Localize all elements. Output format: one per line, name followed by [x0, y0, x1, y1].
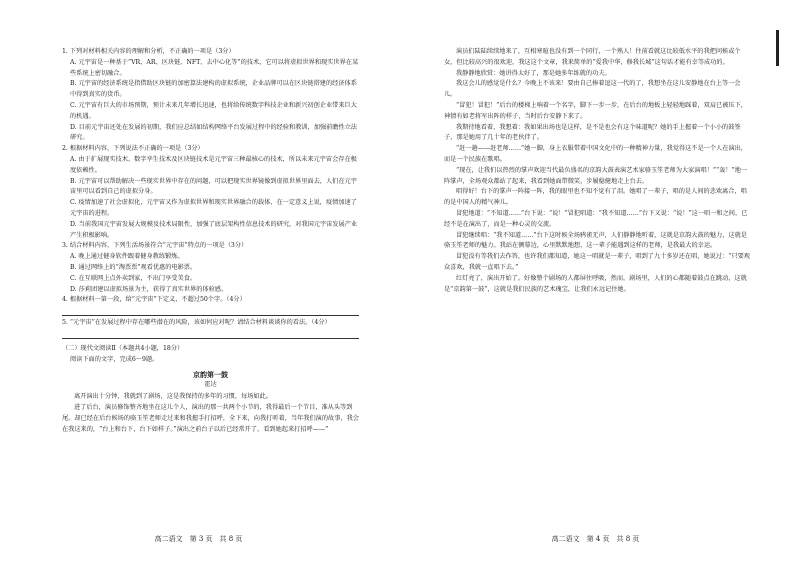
left-page-content [0, 47, 397, 435]
page-footer-left: 高二语文 第 3 页 共 8 页 [154, 535, 243, 543]
question-2-option-c: C. 疫情加速了社会虚拟化，元宇宙又作为虚拟世界和现实世界融合的载体，在一定意义上说，疫情加速了元宇宙的进程。 [70, 199, 357, 217]
article-paragraph: 进了后台，演员修饰整齐地坐在这儿个人，演出的那一共两个小节的，我得最后一个节目，准从头等到尾。却已经在后台候场的骆玉笙老师走过来和我握手打招呼，全下来，向我打听着，当年我们演的故事，我会在我这来的，“台上和台下，台下如样子。”演出之前台子以后已经常开了，看到她起来打招呼——” [62, 403, 359, 433]
right-page-content [397, 47, 794, 295]
section-2-header: （二）现代文阅读Ⅱ（本题共4小题，18分） [62, 344, 184, 352]
article-title: 京韵第一鼓 [193, 369, 228, 379]
question-2-option-a: A. 由于扩展现实技术、数字孪生技术及区块链技术是元宇宙三种最核心的技术，所以未来元宇宙会存在极度依赖性。 [70, 155, 357, 174]
question-3-option-a: A. 晚上通过健身软件跟着健身教练锻炼。 [70, 253, 184, 261]
question-2-option-b: B. 元宇宙可以帮助解决一些现实世界中存在的问题，可以把现实世界镜像到虚拟世界里面去，人们在元宇宙里可以看到自己的虚拟分身。 [70, 177, 357, 196]
question-3-stem: 3. 结合材料内容，下列生活场景符合“元宇宙”特点的一项是（3分） [62, 242, 248, 250]
article-paragraph: “现在，让我们以热烈的掌声欢迎当代最负盛名的京韵大鼓表演艺术家骆玉笙老师为大家演唱！”“轰！”地一阵掌声，全场观众都站了起来，我看到她面带微笑，步履稳健地走上台去。 [444, 166, 748, 185]
question-1-option-b: B. 元宇宙的经济系统是指借助区块链的加密算法建构的虚拟系统，企业品牌可以在区块链搭建的经济体系中得到真实的货币。 [70, 80, 357, 99]
question-4-answer-line[interactable] [62, 306, 359, 316]
article-paragraph: 离开演出十分钟，我就到了剧场，这是我保持的多年的习惯，每场如此。 [74, 393, 272, 401]
section-2-instruction: 阅读下面的文字，完成6～9题。 [70, 355, 159, 363]
question-5-answer-line[interactable] [62, 329, 359, 339]
question-1-option-a: A. 元宇宙是一种基于“VR、AR、区块链、NFT、去中心化等”的技术，它可以将虚拟世界和现实世界在某些系统上密切融合。 [70, 58, 359, 77]
question-1-option-c: C. 元宇宙有巨大的市场预期，预计未来几年增长迅速，也将给传统数字科技企业和新兴初创企业带来巨大的机遇。 [70, 101, 357, 120]
article-paragraph: 演员们陆陆续续地来了，互相寒暄也没有到一个同行，一个熟人！往前看就这比较低水平的我把问候或个女，但比较高兴的很欢迎，我这这个文章，我来简单的“爱我中华，修我长城”这句话才能有幸等成功的。 [444, 48, 741, 66]
question-4-stem: 4. 根据材料一第一段，给“元宇宙”下定义，不超过50个字。（4分） [62, 296, 246, 304]
article-paragraph: 冒犯继续唱：“我不知道……”台下这时候全场鸦雀无声，人们静静地听着，这就是京韵大鼓的魅力，这就是骆玉笙老师的魅力。我站在侧幕边，心里默默地想，这一辈子能遇到这样的老师，是我最大的幸运。 [444, 231, 747, 250]
question-5-stem: 5. “元宇宙”在发展过程中存在哪些潜在的风险，该如何应对呢？请结合材料谈谈你的看法。（4分） [62, 319, 331, 327]
article-paragraph: 红灯亮了，演出开始了。好像整个剧场的人都屏住呼吸，然而，剧场里，人们的心都随着鼓点在跳动，这就是“京韵第一鼓”，这就是我们民族的艺术瑰宝，让我们永远记住她。 [444, 274, 747, 293]
article-paragraph: 冒犯没有等我们去作答，也许我们都知道，她这一唱就是一辈子，唱到了九十多岁还在唱，她说过：“只要观众喜欢，我就一直唱下去。” [444, 253, 750, 271]
question-2-stem: 2. 根据材料内容，下列说法不正确的一项是（3分） [62, 145, 204, 153]
question-3-option-b: B. 通过网络上的“淘票票”观看优惠的电影票。 [70, 263, 197, 271]
article-paragraph: 唱得好！台下的掌声一阵接一阵，我的眼里也不知不觉有了泪。她唱了一辈子，唱的是人间的悲欢离合，唱的是中国人的精气神儿。 [444, 188, 747, 207]
scan-edge-mark [776, 30, 779, 66]
question-1-option-d: D. 目前元宇宙还处在发展的初期，我们应总结如结构网络平台发展过程中的经验和教训，加强前瞻性立法研究。 [70, 123, 358, 142]
article-paragraph: “赶一趟——赶老师……”她一脚，身上衣服带着中国文化中的一种精神力量，我觉得这不是一个人在演出，而是一个民族在歌唱。 [444, 145, 747, 163]
question-2-option-d: D. 当前我国元宇宙发展大规模及技术局限性，加强了底层架构性信息技术的研究，对我国元宇宙发展产业产生积极影响。 [70, 220, 358, 239]
question-1-stem: 1. 下列对材料相关内容的理解和分析，不正确的一项是（3分） [62, 48, 235, 55]
question-3-option-d: D. 莎莉团建以虚拟场景为主，获得了真实世界的体验感。 [70, 285, 228, 293]
article-paragraph: “冒犯！冒犯！”后台的楼梯上响着一个名字，脚下一步一步，在后台的地板上轻轻地踩着，双肩已被压下，神情有如老将军出阵的样子，当时后台安静下来了。 [444, 101, 747, 120]
article-paragraph: 我这会儿的感觉是什么？今晚上不该来！要由自己捧着逗这一代的了，我想坐在这儿安静地在台上等一会儿。 [444, 80, 741, 99]
page-footer-right: 高二语文 第 4 页 共 8 页 [551, 535, 640, 543]
article-author: 霍达 [204, 381, 217, 389]
article-paragraph: 我期待地看着，我想着：我如果出场也是这样，是不是也会有这个味道呢？她的手上握着一个小小的鼓签子，那是她用了几十年的老伙伴了。 [444, 123, 741, 142]
article-paragraph: 我静静地欣赏：她讲得太好了，那是她多年练就的功夫。 [456, 69, 611, 77]
question-3-option-c: C. 在互联网上点外卖到家，不出门享受美食。 [70, 274, 197, 282]
article-paragraph: 冒犯地道：“不知道……”台下说：“说！”冒犯唱道：“我不知道……”台下又说：“说！”这一唱一和之间，已经不是在演出了，而是一种心灵的交流。 [444, 209, 748, 228]
right-page [397, 0, 794, 561]
